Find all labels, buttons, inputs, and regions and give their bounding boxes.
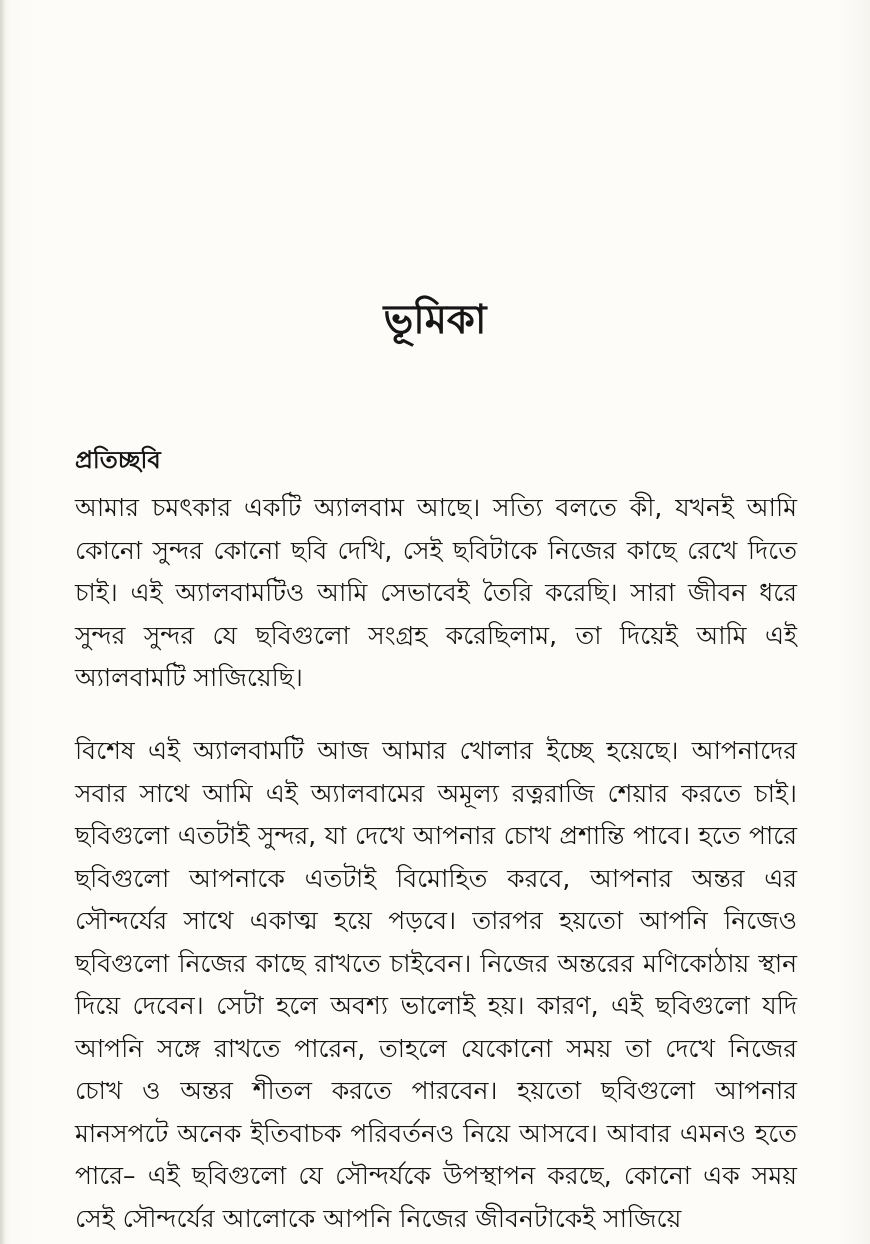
body-paragraph-2: বিশেষ এই অ্যালবামটি আজ আমার খোলার ইচ্ছে হয়েছে। আপনাদের সবার সাথে আমি এই অ্যালবামের অমূল্য রত্নরাজি শেয়ার করতে চাই। ছবিগুলো এতটাই সুন্দর, যা দেখে আপনার চোখ প্রশান্তি পাবে। হতে পারে ছবিগুলো আপনাকে এতটাই বিমোহিত করবে, আপনার অন্তর এর সৌন্দর্যের সাথে একাত্ম হয়ে পড়বে। তারপর হয়তো আপনি নিজেও ছবিগুলো নিজের কাছে রাখতে চাইবেন। নিজের অন্তরের মণিকোঠায় স্থান দিয়ে দেবেন। সেটা হলে অবশ্য ভালোই হয়। কারণ, এই ছবিগুলো যদি আপনি সঙ্গে রাখতে পারেন, তাহলে যেকোনো সময় তা দেখে নিজের চোখ ও অন্তর শীতল করতে পারবেন। হয়তো ছবিগুলো আপনার মানসপটে অনেক ইতিবাচক পরিবর্তনও নিয়ে আসবে। আবার এমনও হতে পারে– এই ছবিগুলো যে সৌন্দর্যকে উপস্থাপন করছে, কোনো এক সময় সেই সৌন্দর্যের আলোকে আপনি নিজের জীবনটাকেই সাজিয়ে <box>75 736 797 1233</box>
page-spine-shadow <box>0 0 6 1244</box>
chapter-title: ভূমিকা <box>383 297 487 343</box>
body-paragraph-1: আমার চমৎকার একটি অ্যালবাম আছে। সত্যি বলতে কী, যখনই আমি কোনো সুন্দর কোনো ছবি দেখি, সেই ছবিটাকে নিজের কাছে রেখে দিতে চাই। এই অ্যালবামটিও আমি সেভাবেই তৈরি করেছি। সারা জীবন ধরে সুন্দর সুন্দর যে ছবিগুলো সংগ্রহ করেছিলাম, তা দিয়েই আমি এই অ্যালবামটি সাজিয়েছি। <box>75 493 797 692</box>
section-heading: প্রতিচ্ছবি <box>75 446 161 474</box>
